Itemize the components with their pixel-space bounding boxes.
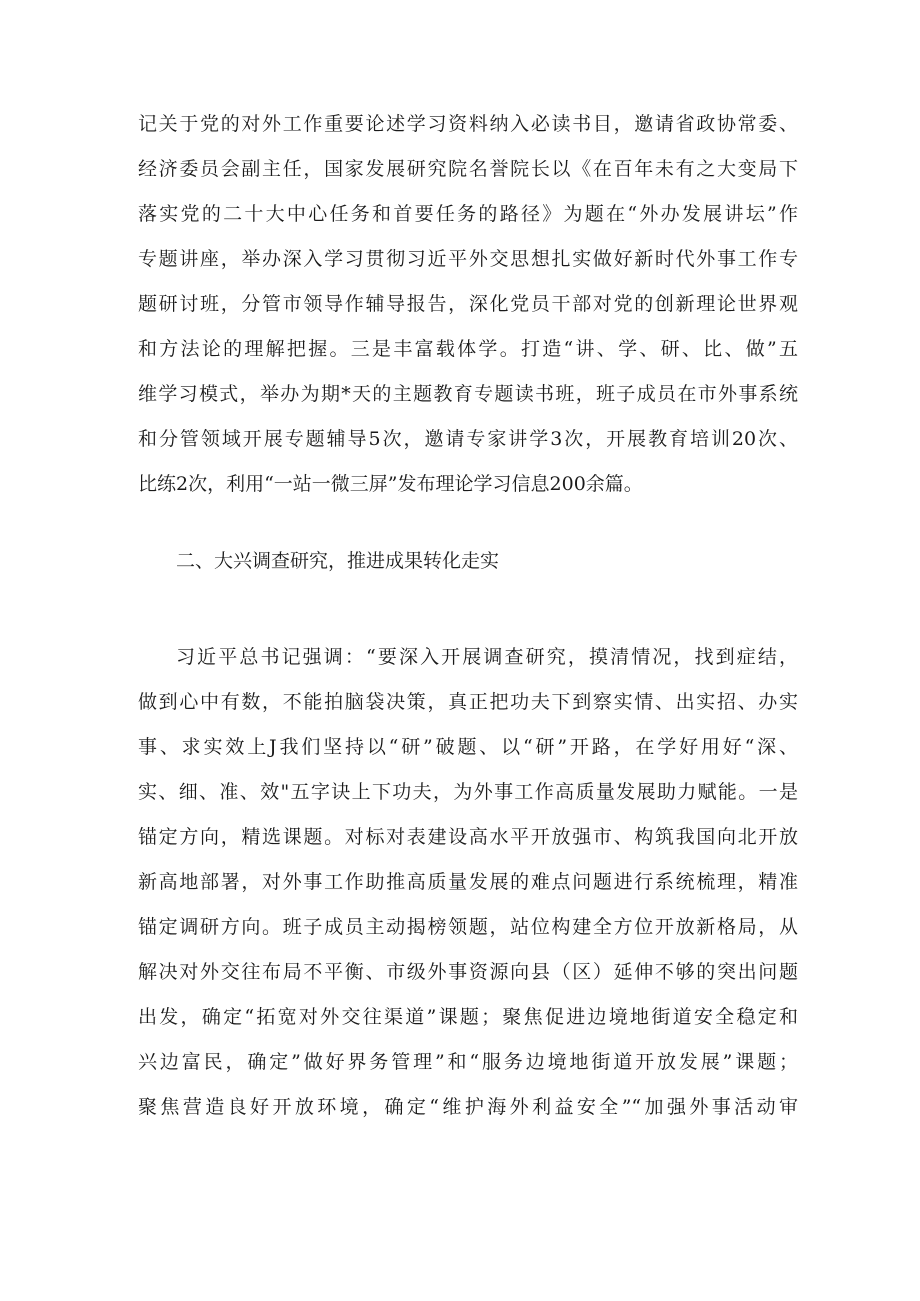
paragraph-1-line-4: 专题讲座，举办深入学习贯彻习近平外交思想扎实做好新时代外事工作专 [138, 248, 798, 270]
paragraph-1-line-8: 和分管领域开展专题辅导5次，邀请专家讲学3次，开展教育培训20次、 [138, 428, 798, 450]
paragraph-2-line-5: 锚定方向，精选课题。对标对表建设高水平开放强市、构筑我国向北开放 [138, 826, 798, 848]
paragraph-2-line-6: 新高地部署，对外事工作助推高质量发展的难点问题进行系统梳理，精准 [138, 871, 798, 893]
paragraph-1-line-5: 题研讨班，分管市领导作辅导报告，深化党员干部对党的创新理论世界观 [138, 293, 798, 315]
paragraph-2-line-9: 出发，确定“拓宽对外交往渠道”课题；聚焦促进边境地街道安全稳定和 [138, 1006, 798, 1028]
paragraph-2-line-8: 解决对外交往布局不平衡、市级外事资源向县（区）延伸不够的突出问题 [138, 961, 798, 983]
paragraph-1-line-6: 和方法论的理解把握。三是丰富载体学。打造“讲、学、研、比、做”五 [138, 338, 798, 360]
paragraph-2-line-10: 兴边富民，确定”做好界务管理”和“服务边境地街道开放发展”课题； [138, 1051, 798, 1073]
paragraph-1-line-9: 比练2次，利用“一站一微三屏”发布理论学习信息200余篇。 [138, 473, 643, 495]
paragraph-2-line-11: 聚焦营造良好开放环境，确定“维护海外利益安全”“加强外事活动审 [138, 1096, 798, 1118]
paragraph-1-line-3: 落实党的二十大中心任务和首要任务的路径》为题在“外办发展讲坛”作 [138, 203, 798, 225]
paragraph-2-line-1: 习近平总书记强调：“要深入开展调查研究，摸清情况，找到症结， [176, 646, 798, 668]
paragraph-2-line-4: 实、细、准、效"五字诀上下功夫，为外事工作高质量发展助力赋能。一是 [138, 781, 798, 803]
paragraph-1-line-1: 记关于党的对外工作重要论述学习资料纳入必读书目，邀请省政协常委、 [138, 113, 798, 135]
paragraph-1-line-7: 维学习模式，举办为期*天的主题教育专题读书班，班子成员在市外事系统 [138, 383, 798, 405]
paragraph-1-line-2: 经济委员会副主任，国家发展研究院名誉院长以《在百年未有之大变局下 [138, 158, 798, 180]
paragraph-2-line-2: 做到心中有数，不能拍脑袋决策，真正把功夫下到察实情、出实招、办实 [138, 691, 798, 713]
section-heading: 二、大兴调查研究，推进成果转化走实 [176, 550, 500, 572]
paragraph-2-line-3: 事、求实效上J我们坚持以“研”破题、以“研”开路，在学好用好“深、 [138, 736, 798, 758]
paragraph-2-line-7: 锚定调研方向。班子成员主动揭榜领题，站位构建全方位开放新格局，从 [138, 916, 798, 938]
